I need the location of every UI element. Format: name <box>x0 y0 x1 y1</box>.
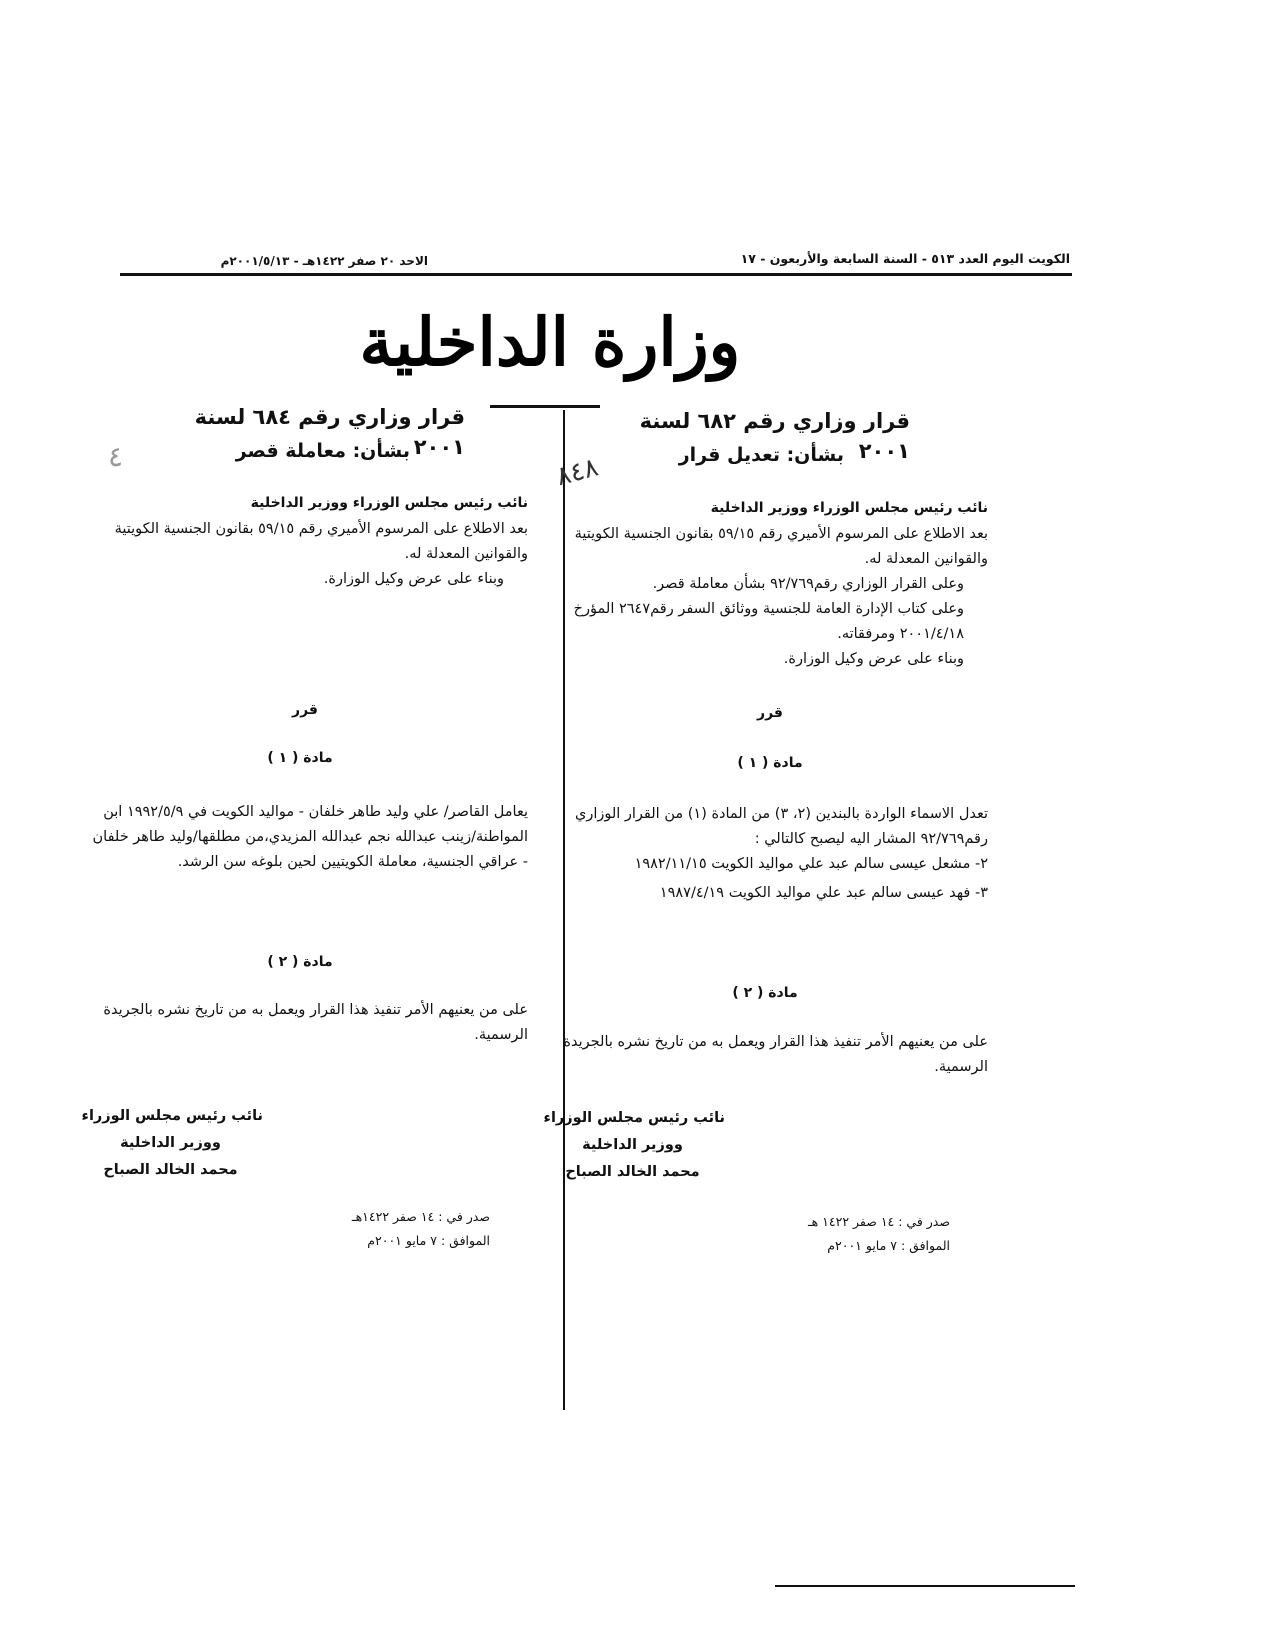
decision-684-issued <box>320 1205 490 1253</box>
ministry-masthead: وزارة الداخلية <box>359 303 741 381</box>
article-1-body <box>88 800 528 875</box>
header-date: الاحد ٢٠ صفر ١٤٢٢هـ - ٢٠٠١/٥/١٣م <box>220 254 428 268</box>
issue-date-gregorian: الموافق : ٧ مايو ٢٠٠١م <box>367 1233 490 1248</box>
article-2-text: على من يعنيهم الأمر تنفيذ هذا القرار ويعمل به من تاريخ نشره بالجريدة الرسمية. <box>563 1034 988 1075</box>
signature-line: ووزير الداخلية <box>120 1135 221 1151</box>
article-2-text: على من يعنيهم الأمر تنفيذ هذا القرار ويعمل به من تاريخ نشره بالجريدة الرسمية. <box>103 1002 528 1043</box>
header-rule <box>120 273 1072 276</box>
article-2-body <box>548 1030 988 1080</box>
decision-684-subject: بشأن: معاملة قصر <box>235 440 410 462</box>
signature-line: نائب رئيس مجلس الوزراء <box>543 1110 725 1126</box>
handwritten-annotation: ٤ <box>108 440 124 473</box>
issue-date-hijri: صدر في : ١٤ صفر ١٤٢٢هـ <box>351 1209 490 1224</box>
article-1-body <box>548 802 988 906</box>
decision-684-issuer: نائب رئيس مجلس الوزراء ووزير الداخلية <box>250 495 528 511</box>
preamble-paragraph: وبناء على عرض وكيل الوزارة. <box>323 571 504 587</box>
preamble-paragraph: بعد الاطلاع على المرسوم الأميري رقم ٥٩/١٥ بقانون الجنسية الكويتية والقوانين المعدلة له. <box>114 521 528 562</box>
decision-684-signature <box>78 1103 263 1184</box>
article-2-heading: مادة ( ٢ ) <box>732 985 798 1001</box>
decision-684-title: قرار وزاري رقم ٦٨٤ لسنة ٢٠٠١ <box>194 405 465 459</box>
header-issue-info: الكويت اليوم العدد ٥١٣ - السنة السابعة والأربعون - ١٧ <box>740 251 1070 266</box>
issue-date-hijri: صدر في : ١٤ صفر ١٤٢٢ هـ <box>807 1214 950 1229</box>
article-1-heading: مادة ( ١ ) <box>737 755 803 771</box>
signatory-name: محمد الخالد الصباح <box>103 1162 238 1178</box>
decided-heading: قرر <box>757 705 783 721</box>
article-1-text: تعدل الاسماء الواردة بالبندين (٢، ٣) من المادة (١) من القرار الوزاري رقم٩٢/٧٦٩ المشار اليه ليصبح كالتالي : <box>574 806 988 847</box>
article-1-heading: مادة ( ١ ) <box>267 750 333 766</box>
article-1-item: ٣- فهد عيسى سالم عبد علي مواليد الكويت ١٩٨٧/٤/١٩ <box>659 885 988 901</box>
preamble-paragraph: وبناء على عرض وكيل الوزارة. <box>783 651 964 667</box>
signatory-name: محمد الخالد الصباح <box>565 1164 700 1180</box>
article-2-heading: مادة ( ٢ ) <box>267 954 333 970</box>
decision-682-preamble <box>548 522 988 672</box>
column-top-rule <box>490 405 600 408</box>
preamble-paragraph: وعلى كتاب الإدارة العامة للجنسية ووثائق السفر رقم٢٦٤٧ المؤرخ ٢٠٠١/٤/١٨ ومرفقاته. <box>573 601 964 642</box>
issue-date-gregorian: الموافق : ٧ مايو ٢٠٠١م <box>827 1238 950 1253</box>
decision-682-issuer: نائب رئيس مجلس الوزراء ووزير الداخلية <box>710 500 988 516</box>
signature-line: نائب رئيس مجلس الوزراء <box>81 1108 263 1124</box>
decision-684-preamble <box>88 517 528 592</box>
decision-682-subject: بشأن: تعديل قرار <box>678 444 844 466</box>
handwritten-annotation: ٨٤٨ <box>553 452 602 493</box>
decision-682-title: قرار وزاري رقم ٦٨٢ لسنة ٢٠٠١ <box>639 409 910 463</box>
footer-rule <box>775 1585 1075 1587</box>
preamble-paragraph: وعلى القرار الوزاري رقم٩٢/٧٦٩ بشأن معاملة قصر. <box>652 576 964 592</box>
article-2-body <box>88 998 528 1048</box>
signature-line: ووزير الداخلية <box>582 1137 683 1153</box>
article-1-item: ٢- مشعل عيسى سالم عبد علي مواليد الكويت ١٩٨٢/١١/١٥ <box>634 856 988 872</box>
article-1-text: يعامل القاصر/ علي وليد طاهر خلفان - مواليد الكويت في ١٩٩٢/٥/٩ ابن المواطنة/زينب عبدالله نجم عبدالله المزيدي،من مطلقها/وليد طاهر خلفان - عراقي الجنسية، معاملة الكويتيين لحين بلوغه سن الرشد. <box>92 804 528 870</box>
decided-heading: قرر <box>292 702 318 718</box>
decision-682-issued <box>790 1210 950 1258</box>
decision-682-signature <box>540 1105 725 1186</box>
preamble-paragraph: بعد الاطلاع على المرسوم الأميري رقم ٥٩/١٥ بقانون الجنسية الكويتية والقوانين المعدلة له. <box>574 526 988 567</box>
